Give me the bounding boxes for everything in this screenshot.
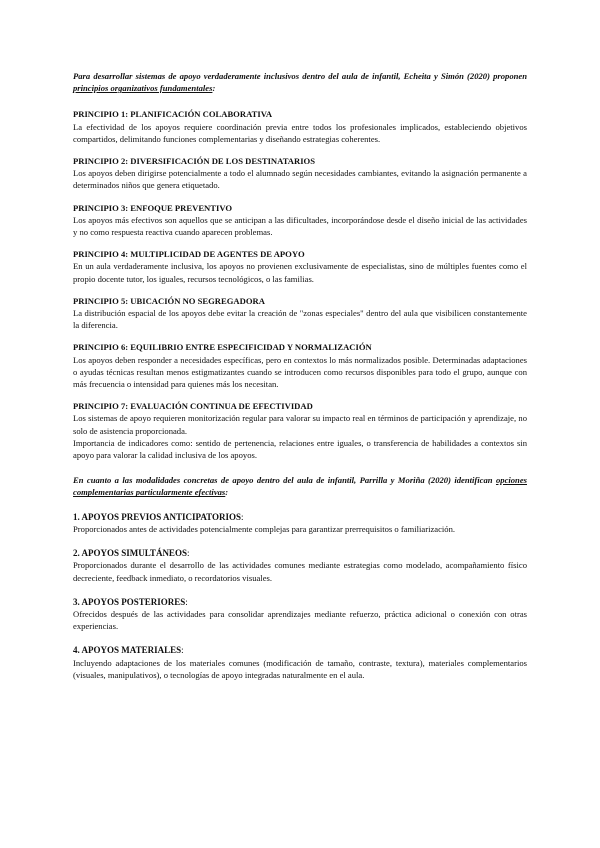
principle-title: PRINCIPIO 7: EVALUACIÓN CONTINUA DE EFECTIVIDAD [73,401,313,412]
principle-text: La efectividad de los apoyos requiere coordinación previa entre todos los profesionales implicados, estableciendo objetivos compartidos, delimitando funciones complementarias y diseñando estrategias coherentes. [73,121,527,144]
principle-title: PRINCIPIO 4: MULTIPLICIDAD DE AGENTES DE APOYO [73,249,305,260]
modality-text: Proporcionados antes de actividades potencialmente complejas para garantizar prerrequisitos o familiarización. [73,523,456,534]
modality-4 [73,644,527,681]
modality-title: 3. APOYOS POSTERIORES: [73,596,188,607]
modality-3 [73,596,527,633]
modality-title: 2. APOYOS SIMULTÁNEOS: [73,548,190,559]
principle-5 [73,295,527,332]
principle-title: PRINCIPIO 2: DIVERSIFICACIÓN DE LOS DESTINATARIOS [73,156,316,167]
principle-text: En un aula verdaderamente inclusiva, los apoyos no provienen exclusivamente de especialistas, sino de múltiples fuentes como el propio docente tutor, los iguales, recursos tecnológicos, o las familias. [73,261,527,284]
principles-intro-underlined: principios organizativos fundamentales [73,83,213,94]
modalities-intro-underlined: opciones complementarias particularmente efectivas [73,475,527,498]
principle-title: PRINCIPIO 3: ENFOQUE PREVENTIVO [73,202,233,213]
principle-text: Los apoyos más efectivos son aquellos que se anticipan a las dificultades, incorporándose desde el diseño inicial de las actividades y no como respuesta reactiva cuando aparecen problemas. [73,214,527,238]
principle-text: Importancia de indicadores como: sentido de pertenencia, relaciones entre iguales, o transferencia de habilidades a contextos sin apoyo para valorar la calidad inclusiva de los apoyos. [73,437,527,461]
modality-2 [73,547,527,584]
principle-text: Los apoyos deben responder a necesidades específicas, pero en contextos lo más normalizados posible. Determinadas adaptaciones o ayudas técnicas resultan menos estigmatizantes cuando se introducen como recursos disponibles para todo el grupo, aunque con más frecuencia o intensidad para quienes más los necesitan. [73,354,527,390]
modalities-intro: En cuanto a las modalidades concretas de apoyo dentro del aula de infantil, Parrilla y Moriña (2020) identifican opciones complementarias particularmente efectivas: [73,475,527,498]
modality-1 [73,511,527,535]
modality-text: Incluyendo adaptaciones de los materiales comunes (modificación de tamaño, contraste, textura), materiales complementarios (visuales, manipulativos), o tecnologías de apoyo integradas naturalmente en el aula. [73,657,527,680]
principle-text: Los sistemas de apoyo requieren monitorización regular para valorar su impacto real en términos de participación y aprendizaje, no solo de asistencia proporcionada. [73,413,527,436]
modality-title: 1. APOYOS PREVIOS ANTICIPATORIOS: [73,511,244,522]
principle-title: PRINCIPIO 6: EQUILIBRIO ENTRE ESPECIFICIDAD Y NORMALIZACIÓN [73,342,372,353]
principle-6 [73,341,527,390]
principle-title: PRINCIPIO 1: PLANIFICACIÓN COLABORATIVA [73,109,273,120]
principle-2 [73,155,527,192]
principle-4 [73,248,527,285]
principles-intro: Para desarrollar sistemas de apoyo verdaderamente inclusivos dentro del aula de infantil, Echeita y Simón (2020) proponen principios organizativos fundamentales: [73,71,527,94]
modality-text: Proporcionados durante el desarrollo de las actividades comunes mediante estrategias como modelado, acompañamiento físico decreciente, feedback inmediato, o recordatorios visuales. [73,560,527,583]
principle-1 [73,108,527,145]
principle-text: Los apoyos deben dirigirse potencialmente a todo el alumnado según necesidades cambiantes, evitando la asignación permanente a determinados niños que genera etiquetado. [73,168,527,191]
principle-title: PRINCIPIO 5: UBICACIÓN NO SEGREGADORA [73,295,265,306]
modality-title: 4. APOYOS MATERIALES: [73,645,184,656]
principle-7 [73,400,527,461]
principle-text: La distribución espacial de los apoyos debe evitar la creación de "zonas especiales" dentro del aula que visibilicen constantemente la diferencia. [73,308,527,331]
principle-3 [73,202,527,239]
modality-text: Ofrecidos después de las actividades para consolidar aprendizajes mediante refuerzo, práctica adicional o conexión con otras experiencias. [73,608,527,632]
